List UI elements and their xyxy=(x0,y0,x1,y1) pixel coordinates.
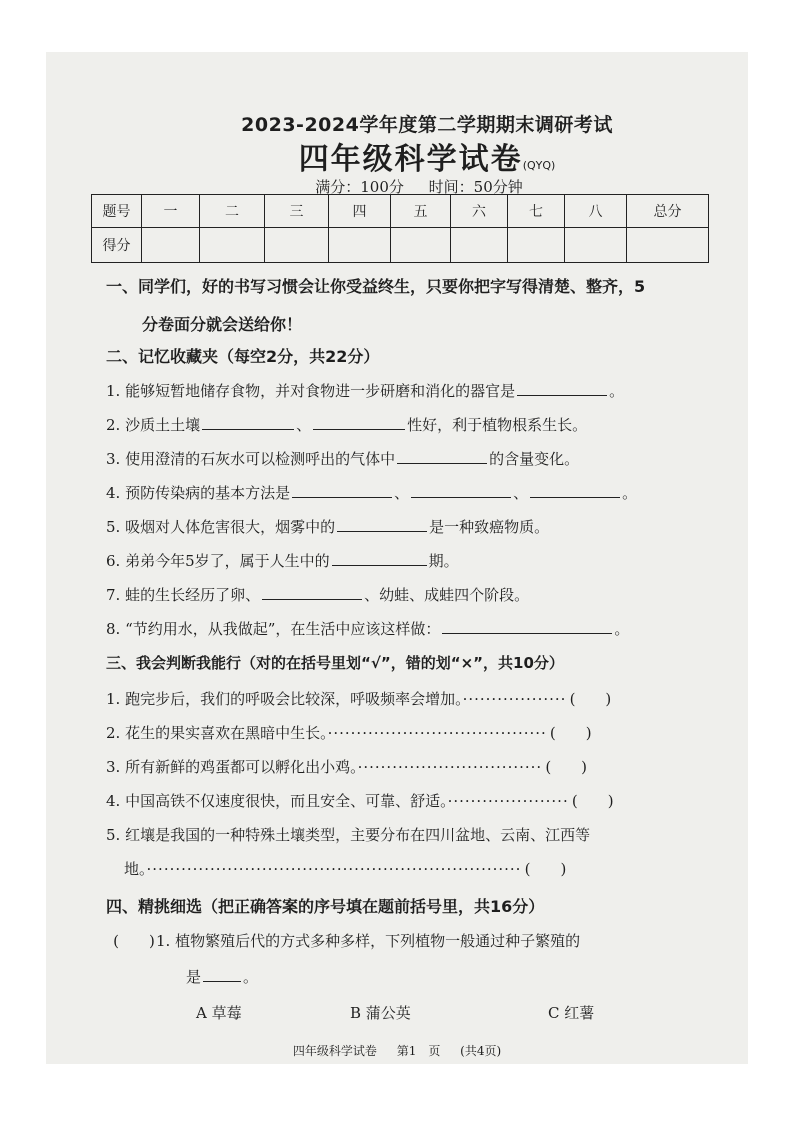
answer-blank[interactable] xyxy=(397,448,487,464)
q4-1-end: 。 xyxy=(243,968,259,986)
score-table-cell: 得分 xyxy=(92,228,142,263)
answer-blank[interactable] xyxy=(202,414,294,430)
q4-1-options xyxy=(196,1002,594,1023)
score-table-cell: 四 xyxy=(329,195,391,228)
exam-subject-title: 四年级科学试卷 xyxy=(298,142,523,177)
score-table-cell: 一 xyxy=(142,195,200,228)
score-cell-blank[interactable] xyxy=(265,228,329,263)
q2-5-end: 是一种致癌物质。 xyxy=(429,518,550,536)
score-table-cell: 八 xyxy=(565,195,627,228)
answer-blank[interactable] xyxy=(337,516,427,532)
option-c[interactable]: C 红薯 xyxy=(548,1004,595,1022)
score-cell-blank[interactable] xyxy=(627,228,709,263)
q4-1 xyxy=(112,930,580,951)
score-table-cell: 三 xyxy=(265,195,329,228)
q3-5 xyxy=(106,824,590,845)
q2-8-text: 8. “节约用水，从我做起”，在生活中应该这样做： xyxy=(106,620,441,638)
answer-blank[interactable] xyxy=(203,966,241,982)
score-cell-blank[interactable] xyxy=(508,228,565,263)
q3-2-text: 2. 花生的果实喜欢在黑暗中生长。 xyxy=(106,724,328,742)
score-table-cell: 五 xyxy=(391,195,451,228)
answer-paren[interactable]: ( ) xyxy=(524,860,567,878)
q2-7 xyxy=(106,584,529,605)
answer-paren[interactable]: ( ) xyxy=(549,724,592,742)
footer-total-pages: (共4页) xyxy=(460,1044,502,1058)
answer-blank[interactable] xyxy=(332,550,427,566)
full-score: 满分：100分 xyxy=(315,178,404,196)
dot-leader: ································ xyxy=(357,758,543,776)
score-table-cell: 题号 xyxy=(92,195,142,228)
page-footer xyxy=(46,1042,748,1059)
section1-line1: 一、同学们，好的书写习惯会让你受益终生，只要你把字写得清楚、整齐，5 xyxy=(106,277,646,296)
answer-blank[interactable] xyxy=(313,414,405,430)
answer-paren[interactable]: ( ) xyxy=(569,690,612,708)
q2-3-end: 的含量变化。 xyxy=(489,450,580,468)
score-cell-blank[interactable] xyxy=(142,228,200,263)
q2-3 xyxy=(106,448,579,469)
option-a[interactable]: A 草莓 xyxy=(196,1004,242,1022)
q2-7-text: 7. 蛙的生长经历了卵、 xyxy=(106,586,261,604)
q2-4 xyxy=(106,482,637,503)
q2-4-sep2: 、 xyxy=(513,484,529,502)
score-table-cell: 二 xyxy=(200,195,265,228)
q3-5-cont xyxy=(124,858,569,879)
q2-5-text: 5. 吸烟对人体危害很大，烟雾中的 xyxy=(106,518,336,536)
score-table-score-row xyxy=(92,228,709,263)
q3-3-text: 3. 所有新鲜的鸡蛋都可以孵化出小鸡。 xyxy=(106,758,358,776)
score-cell-blank[interactable] xyxy=(200,228,265,263)
q2-3-text: 3. 使用澄清的石灰水可以检测呼出的气体中 xyxy=(106,450,396,468)
q3-3 xyxy=(106,756,590,777)
exam-title-line2 xyxy=(46,134,748,178)
q2-2 xyxy=(106,414,587,435)
q2-6-text: 6. 弟弟今年5岁了，属于人生中的 xyxy=(106,552,330,570)
score-table xyxy=(91,194,709,263)
answer-blank[interactable] xyxy=(411,482,511,498)
footer-page-number: 第1 页 xyxy=(396,1044,441,1058)
score-cell-blank[interactable] xyxy=(329,228,391,263)
answer-blank[interactable] xyxy=(442,618,612,634)
q2-8 xyxy=(106,618,629,639)
q2-1-end: 。 xyxy=(609,382,625,400)
exam-title-line1: 2023-2024学年度第二学期期末调研考试 xyxy=(241,114,613,136)
answer-blank[interactable] xyxy=(292,482,392,498)
q3-4 xyxy=(106,790,617,811)
q2-2-sep: 、 xyxy=(296,416,312,434)
q2-8-end: 。 xyxy=(614,620,630,638)
dot-leader: ·················· xyxy=(462,690,567,708)
answer-paren[interactable]: ( ) xyxy=(113,932,155,950)
option-b[interactable]: B 蒲公英 xyxy=(350,1004,411,1022)
answer-blank[interactable] xyxy=(530,482,620,498)
answer-paren[interactable]: ( ) xyxy=(571,792,614,810)
score-table-cell: 总分 xyxy=(627,195,709,228)
q2-2-end: 性好，利于植物根系生长。 xyxy=(407,416,588,434)
q3-4-text: 4. 中国高铁不仅速度很快，而且安全、可靠、舒适。 xyxy=(106,792,448,810)
section3-title: 三、我会判断我能行（对的在括号里划“√”，错的划“×”，共10分） xyxy=(106,654,564,672)
q2-2-text: 2. 沙质土土壤 xyxy=(106,416,201,434)
answer-blank[interactable] xyxy=(262,584,362,600)
q3-5-text-cont: 地。 xyxy=(124,860,147,878)
q2-4-text: 4. 预防传染病的基本方法是 xyxy=(106,484,291,502)
dot-leader: ····················· xyxy=(447,792,569,810)
score-cell-blank[interactable] xyxy=(565,228,627,263)
score-cell-blank[interactable] xyxy=(451,228,508,263)
dot-leader: ······································ xyxy=(327,724,547,742)
q2-6 xyxy=(106,550,459,571)
section4-title: 四、精挑细选（把正确答案的序号填在题前括号里，共16分） xyxy=(106,897,545,916)
dot-leader: ································································· xyxy=(146,860,522,878)
q2-6-end: 期。 xyxy=(428,552,459,570)
score-table-cell: 六 xyxy=(451,195,508,228)
q2-7-end: 、幼蛙、成蛙四个阶段。 xyxy=(364,586,530,604)
exam-time: 时间：50分钟 xyxy=(428,178,523,196)
q2-4-sep1: 、 xyxy=(394,484,410,502)
q4-1-text-cont: 是 xyxy=(186,968,202,986)
score-table-header-row xyxy=(92,195,709,228)
answer-blank[interactable] xyxy=(517,380,607,396)
footer-exam-name: 四年级科学试卷 xyxy=(292,1044,377,1058)
exam-paper xyxy=(46,52,748,1064)
score-cell-blank[interactable] xyxy=(391,228,451,263)
section1-line2: 分卷面分就会送给你！ xyxy=(142,315,303,334)
q2-1-text: 1. 能够短暂地储存食物，并对食物进一步研磨和消化的器官是 xyxy=(106,382,516,400)
q3-1 xyxy=(106,688,614,709)
q2-4-end: 。 xyxy=(622,484,638,502)
q3-2 xyxy=(106,722,595,743)
answer-paren[interactable]: ( ) xyxy=(545,758,588,776)
score-table-cell: 七 xyxy=(508,195,565,228)
q3-5-text: 5. 红壤是我国的一种特殊土壤类型，主要分布在四川盆地、云南、江西等 xyxy=(106,826,591,844)
q2-1 xyxy=(106,380,624,401)
q2-5 xyxy=(106,516,549,537)
q4-1-cont xyxy=(186,966,258,987)
q4-1-text: 1. 植物繁殖后代的方式多种多样，下列植物一般通过种子繁殖的 xyxy=(156,932,581,950)
q3-1-text: 1. 跑完步后，我们的呼吸会比较深，呼吸频率会增加。 xyxy=(106,690,463,708)
exam-code: (QYQ) xyxy=(522,159,556,172)
section2-title: 二、记忆收藏夹（每空2分，共22分） xyxy=(106,347,380,366)
